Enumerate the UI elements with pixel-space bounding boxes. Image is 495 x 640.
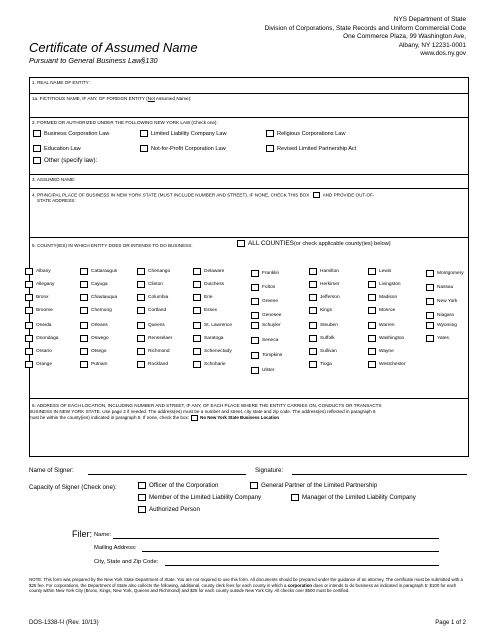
page-number: Page 1 of 2 [435,620,466,626]
section6-line2: BUSINESS IN NEW YORK STATE. Use page 2 if needed. The address(es) must be a number and street, city state and zip code. The address(es) reflected in paragraph 6 [29,409,376,414]
county-label: Yates [437,336,449,342]
checkbox[interactable] [25,294,33,301]
checkbox[interactable] [193,335,201,342]
county-label: Cattaraugus [91,269,118,275]
option-religious-corporations-law[interactable]: Religious Corporations Law [266,130,345,137]
county-option[interactable] [193,335,223,342]
agency-line: Albany, NY 12231-0001 [398,41,466,49]
county-option[interactable] [25,322,51,329]
checkbox[interactable] [368,307,376,314]
county-label: Cayuga [91,282,108,288]
county-label: Schoharie [204,362,226,368]
checkbox[interactable] [33,130,41,137]
checkbox[interactable] [368,268,376,275]
county-option[interactable] [137,294,168,301]
county-option[interactable] [193,294,213,301]
county-label: Montgomery [437,271,464,277]
county-option[interactable] [25,335,58,342]
capacity-llc-member[interactable]: Member of the Limited Liability Company [138,494,261,501]
county-label: Tioga [320,362,332,368]
checkbox[interactable] [25,335,33,342]
county-option[interactable] [80,294,117,301]
county-label: Chenango [148,269,171,275]
county-option[interactable] [25,348,52,355]
county-label: Washington [379,336,405,342]
all-counties-option[interactable]: ALL COUNTIES (or check applicable county(ies) below) [237,240,391,247]
county-label: Warren [379,323,395,329]
checkbox[interactable] [368,294,376,301]
county-option[interactable] [309,307,332,314]
county-option[interactable] [368,268,391,275]
county-label: Allegany [36,282,55,288]
checkbox[interactable] [193,322,201,329]
county-option[interactable] [193,281,224,288]
county-option[interactable] [25,294,49,301]
checkbox[interactable] [251,352,259,359]
county-option[interactable] [368,281,401,288]
county-label: Greene [262,299,278,305]
divider [29,93,469,94]
checkbox[interactable] [193,281,201,288]
checkbox[interactable] [137,307,145,314]
capacity-authorized-person[interactable]: Authorized Person [138,506,200,513]
county-label: Putnam [91,362,108,368]
checkbox[interactable] [25,361,33,368]
checkbox[interactable] [237,240,245,247]
checkbox[interactable] [426,322,434,329]
county-label: Niagara [437,313,454,319]
checkbox[interactable] [368,335,376,342]
checkbox[interactable] [137,281,145,288]
checkbox[interactable] [138,494,146,501]
divider [29,174,469,175]
county-label: Schuyler [262,323,281,329]
county-option[interactable] [193,361,226,368]
signature-label: Signature: [255,467,284,474]
checkbox[interactable] [309,307,317,314]
assumed-name-label: 3. ASSUMED NAME: [32,177,76,182]
county-option[interactable] [251,270,279,277]
county-option[interactable] [80,268,117,275]
checkbox[interactable] [426,298,434,305]
county-option[interactable] [309,335,335,342]
county-option[interactable] [193,322,232,329]
checkbox[interactable] [25,348,33,355]
county-label: Jefferson [320,295,340,301]
option-llc-law[interactable]: Limited Liability Company Law [140,130,227,137]
county-label: Wyoming [437,323,457,329]
fictitious-name-label: 1a. FICTITIOUS NAME, IF ANY, OF FOREIGN ENTITY (Not Assumed Name): [32,96,192,101]
option-business-corporation-law[interactable]: Business Corporation Law [33,130,109,137]
checkbox[interactable] [309,348,317,355]
county-label: Westchester [379,362,406,368]
county-label: Queens [148,323,165,329]
checkbox[interactable] [80,361,88,368]
signature-line[interactable] [292,474,467,475]
checkbox[interactable] [251,322,259,329]
filer-city-line[interactable] [165,565,439,566]
checkbox[interactable] [80,294,88,301]
checkbox[interactable] [140,145,148,152]
county-option[interactable] [137,335,172,342]
filer-city-label: City, State and Zip Code: [94,559,159,565]
checkbox[interactable] [137,268,145,275]
county-option[interactable] [368,361,406,368]
county-label: Tompkins [262,353,283,359]
county-option[interactable] [251,352,282,359]
county-label: Cortland [148,308,167,314]
county-label: Fulton [262,285,276,291]
form-note: NOTE: This form was prepared by the New York State Department of State. You are not required to use this form. All documents should be prepared under the guidance of an attorney. The certificate must be submitted with a $25 fee. For corporations, the Department of State also collects the following, additional, county clerk fees for each county in which a corporation does or intends to do business as indicated in paragraph 5: $100 for each county within New York City (Bronx, Kings, New York, Queens and Richmond) and $25 for each county outside New York City. All checks over $500 must be certified. [29,577,463,594]
checkbox[interactable] [251,367,259,374]
county-option[interactable] [80,322,108,329]
checkbox[interactable] [25,281,33,288]
checkbox[interactable] [251,337,259,344]
county-label: St. Lawrence [204,323,232,329]
counties-label: 5. COUNTY(IES) IN WHICH ENTITY DOES OR INTENDS TO DO BUSINESS: [32,243,193,248]
agency-line: NYS Department of State [393,16,466,23]
option-revised-lp-act[interactable]: Revised Limited Partnership Act [266,145,356,152]
checkbox[interactable] [33,157,41,164]
county-label: Broome [36,308,53,314]
county-label: Erie [204,295,213,301]
county-option[interactable] [309,268,339,275]
county-option[interactable] [80,361,108,368]
checkbox[interactable] [140,130,148,137]
agency-line: Division of Corporations, State Records and Uniform Commercial Code [264,24,466,32]
checkbox[interactable] [251,284,259,291]
checkbox[interactable] [25,307,33,314]
checkbox[interactable] [80,335,88,342]
agency-line: One Commerce Plaza, 99 Washington Ave, [343,33,466,41]
checkbox[interactable] [309,281,317,288]
county-label: Bronx [36,295,49,301]
county-label: Livingston [379,282,401,288]
county-option[interactable] [368,322,395,329]
county-option[interactable] [193,307,217,314]
county-label: Oswego [91,336,109,342]
checkbox[interactable] [80,348,88,355]
county-option[interactable] [25,281,54,288]
checkbox[interactable] [137,322,145,329]
county-option[interactable] [368,335,404,342]
county-label: Suffolk [320,336,335,342]
county-option[interactable] [80,348,106,355]
checkbox[interactable] [309,322,317,329]
checkbox[interactable] [33,145,41,152]
capacity-general-partner[interactable]: General Partner of the Limited Partnership [250,482,377,489]
divider [29,188,469,189]
county-label: Chautauqua [91,295,118,301]
county-option[interactable] [368,307,395,314]
checkbox[interactable] [250,482,258,489]
county-label: Steuben [320,323,338,329]
county-label: Sullivan [320,349,337,355]
formed-under-law-label: 2. FORMED OR AUTHORIZED UNDER THE FOLLOWING NEW YORK LAW (Check one): [32,120,218,125]
checkbox[interactable] [368,361,376,368]
section6-line3: must be within the county(ies) indicated in paragraph 5. If none, check the box: No New York State Business Location [29,415,280,421]
county-option[interactable] [309,294,340,301]
signer-name-line[interactable] [88,474,246,475]
checkbox[interactable] [137,361,145,368]
checkbox[interactable] [193,307,201,314]
agency-website: www.dos.ny.gov [420,50,466,58]
county-option[interactable] [426,335,449,342]
agency-address-block [265,16,466,59]
capacity-label: Capacity of Signer (Check one): [29,484,117,491]
county-label: Monroe [379,308,396,314]
county-label: New York [437,299,458,305]
capacity-llc-manager[interactable]: Manager of the Limited Liability Company [291,494,416,501]
checkbox[interactable] [80,281,88,288]
divider [29,117,469,118]
checkbox[interactable] [426,335,434,342]
county-option[interactable] [309,361,332,368]
no-ny-location-checkbox[interactable] [191,415,198,421]
real-name-label: 1. REAL NAME OF ENTITY: [32,80,90,85]
filer-name-line[interactable] [113,538,439,539]
checkbox[interactable] [138,506,146,513]
county-label: Schenectady [204,349,232,355]
checkbox[interactable] [193,268,201,275]
county-label: Ontario [36,349,52,355]
county-option[interactable] [137,348,170,355]
filer-mailing-line[interactable] [142,551,439,552]
county-option[interactable] [309,281,339,288]
checkbox[interactable] [193,361,201,368]
checkbox[interactable] [426,270,434,277]
county-option[interactable] [251,284,275,291]
county-label: Nassau [437,285,454,291]
county-label: Delaware [204,269,225,275]
county-option[interactable] [251,322,281,329]
county-label: Rockland [148,362,168,368]
county-label: Oneida [36,323,52,329]
form-subtitle: Pursuant to General Business Law§130 [29,56,158,65]
checkbox[interactable] [251,298,259,305]
county-option[interactable] [426,284,453,291]
county-option[interactable] [137,361,168,368]
checkbox[interactable] [138,482,146,489]
county-label: Herkimer [320,282,340,288]
county-label: Franklin [262,271,280,277]
county-option[interactable] [368,348,394,355]
checkbox[interactable] [193,294,201,301]
county-option[interactable] [137,281,163,288]
checkbox[interactable] [309,361,317,368]
divider [29,237,469,238]
county-label: Hamilton [320,269,339,275]
checkbox[interactable] [426,312,434,319]
checkbox[interactable] [80,268,88,275]
checkbox[interactable] [309,294,317,301]
checkbox[interactable] [25,322,33,329]
county-option[interactable] [251,298,278,305]
county-label: Rensselaer [148,336,173,342]
county-option[interactable] [193,348,232,355]
county-option[interactable] [25,361,52,368]
principal-place-label: 4. PRINCIPAL PLACE OF BUSINESS IN NEW YORK STATE (MUST INCLUDE NUMBER AND STREET). IF NONE, CHECK THIS BOX AND PROVIDE OUT-OF- [32,192,375,198]
county-label: Orange [36,362,52,368]
county-option[interactable] [426,312,454,319]
county-option[interactable] [25,307,53,314]
county-label: Orleans [91,323,108,329]
county-label: Lewis [379,269,392,275]
county-option[interactable] [251,337,278,344]
checkbox[interactable] [368,348,376,355]
county-label: Clinton [148,282,163,288]
county-option[interactable] [137,307,166,314]
county-label: Saratoga [204,336,224,342]
county-option[interactable] [80,281,108,288]
filer-heading: Filer: [72,529,92,539]
option-other-law[interactable]: Other (specify law): [33,157,97,164]
capacity-officer[interactable]: Officer of the Corporation [138,482,218,489]
county-label: Ulster [262,368,275,374]
checkbox[interactable] [426,284,434,291]
county-label: Columbia [148,295,169,301]
no-ny-address-checkbox[interactable] [313,192,320,198]
county-label: Wayne [379,349,394,355]
principal-place-label-cont: STATE ADDRESS: [37,198,76,203]
county-option[interactable] [25,268,51,275]
checkbox[interactable] [25,268,33,275]
checkbox[interactable] [368,281,376,288]
name-of-signer-label: Name of Signer: [29,467,74,474]
county-label: Seneca [262,338,279,344]
county-option[interactable] [309,348,337,355]
county-option[interactable] [251,367,275,374]
checkbox[interactable] [251,312,259,319]
filer-mailing-label: Mailing Address: [94,545,137,551]
checkbox[interactable] [368,322,376,329]
county-label: Genesee [262,313,282,319]
county-option[interactable] [137,268,170,275]
checkbox[interactable] [251,270,259,277]
county-option[interactable] [426,322,457,329]
county-label: Kings [320,308,332,314]
county-label: Richmond [148,349,170,355]
section6-line1: 6. ADDRESS OF EACH LOCATION, INCLUDING NUMBER AND STREET, IF ANY, OF EACH PLACE WHERE THE ENTITY CARRIES ON, CONDUCTS OR TRANSACTS [32,403,382,408]
checkbox[interactable] [137,294,145,301]
county-option[interactable] [193,268,224,275]
county-label: Albany [36,269,51,275]
checkbox[interactable] [291,494,299,501]
checkbox[interactable] [266,145,274,152]
county-option[interactable] [309,322,338,329]
county-label: Onondaga [36,336,59,342]
county-option[interactable] [426,270,464,277]
divider [29,398,469,399]
checkbox[interactable] [137,335,145,342]
checkbox[interactable] [266,130,274,137]
county-option[interactable] [137,322,165,329]
checkbox[interactable] [193,348,201,355]
county-option[interactable] [368,294,397,301]
checkbox[interactable] [137,348,145,355]
filer-name-label: Name: [94,532,112,538]
checkbox[interactable] [80,322,88,329]
checkbox[interactable] [309,268,317,275]
county-label: Essex [204,308,218,314]
checkbox[interactable] [309,335,317,342]
option-not-for-profit-law[interactable]: Not-for-Profit Corporation Law [140,145,226,152]
county-option[interactable] [426,298,457,305]
county-label: Otsego [91,349,107,355]
form-title: Certificate of Assumed Name [29,40,198,55]
county-label: Madison [379,295,398,301]
county-option[interactable] [251,312,281,319]
checkbox[interactable] [80,307,88,314]
county-option[interactable] [80,335,109,342]
form-number: DOS-1338-f-l (Rev. 10/13) [29,620,99,626]
county-option[interactable] [80,307,112,314]
county-label: Dutchess [204,282,224,288]
county-label: Chemung [91,308,112,314]
option-education-law[interactable]: Education Law [33,145,81,152]
